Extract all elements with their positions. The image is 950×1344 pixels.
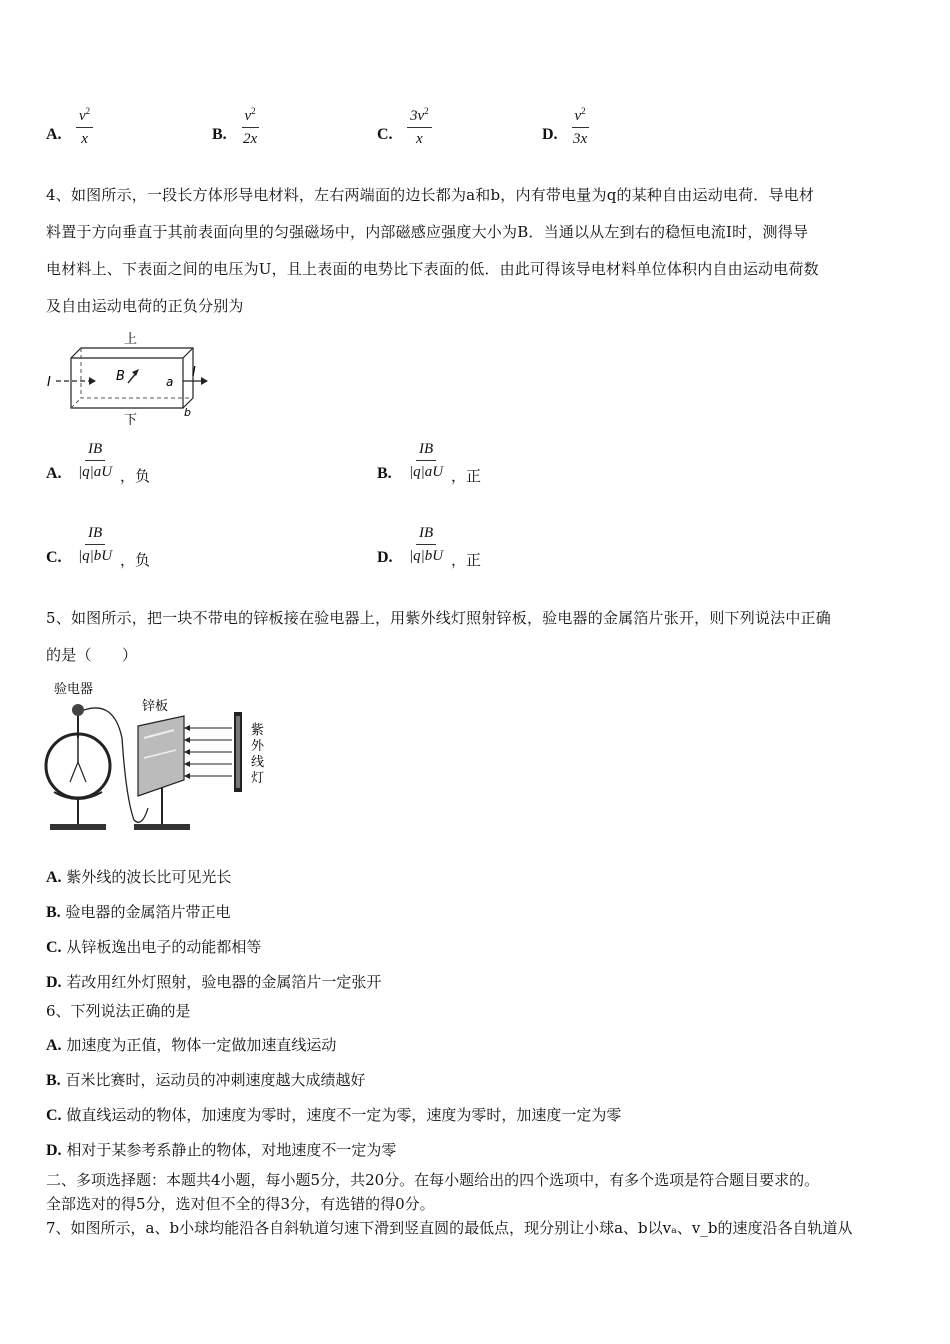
q5-stem <box>46 600 831 674</box>
charge-sign: ，正 <box>451 467 482 485</box>
option-label: C. <box>377 126 393 143</box>
q6 <box>46 994 621 1168</box>
option-label: B. <box>377 465 392 482</box>
q4-figure-conductor <box>44 328 224 428</box>
option-label: B. <box>212 126 227 143</box>
label-edge-a: a <box>166 375 174 389</box>
label-edge-b: b <box>184 406 191 419</box>
fraction: $\frac{IB}{|q|bU}$ <box>409 525 444 564</box>
fraction: $\frac{v^2}{3x}$ <box>570 102 590 148</box>
label-electroscope: 验电器 <box>54 682 94 697</box>
q4-line: 料置于方向垂直于其前表面向里的匀强磁场中，内部磁感应强度大小为B．当通以从左到右的稳恒电流I时，测得导 <box>46 223 809 241</box>
section-header-multiple-choice <box>46 1168 819 1216</box>
q7-stem: 7、如图所示，a、b小球均能沿各自斜轨道匀速下滑到竖直圆的最低点，现分别让小球a、b以vₐ、v_b的速度沿各自轨道从 <box>46 1219 853 1237</box>
label-current-in: I <box>47 375 51 390</box>
q5-option-c[interactable]: C. 从锌板逸出电子的动能都相等 <box>46 938 262 956</box>
fraction: $\frac{IB}{|q|bU}$ <box>78 525 113 564</box>
q3-options <box>46 102 906 154</box>
option-label: D. <box>542 126 558 143</box>
q5-line: 5、如图所示，把一块不带电的锌板接在验电器上，用紫外线灯照射锌板，验电器的金属箔片张开，则下列说法中正确 <box>46 609 831 627</box>
q5-options <box>46 860 381 1000</box>
charge-sign: ，正 <box>451 551 482 569</box>
charge-sign: ，负 <box>120 467 151 485</box>
label-lamp-char: 线 <box>251 755 265 770</box>
option-label: C. <box>46 549 62 566</box>
fraction: $\frac{3v^2}{x}$ <box>407 102 432 148</box>
q4-line: 及自由运动电荷的正负分别为 <box>46 297 244 315</box>
label-lamp-char: 紫 <box>251 723 265 738</box>
label-top: 上 <box>124 332 138 347</box>
label-current-out: I <box>192 365 196 380</box>
q4-stem <box>46 177 819 325</box>
q6-option-a[interactable]: A. 加速度为正值，物体一定做加速直线运动 <box>46 1036 337 1054</box>
q5-option-a[interactable]: A. 紫外线的波长比可见光长 <box>46 868 232 886</box>
label-zinc-plate: 锌板 <box>142 699 169 714</box>
label-bottom: 下 <box>124 413 138 428</box>
q6-option-b[interactable]: B. 百米比赛时，运动员的冲刺速度越大成绩越好 <box>46 1071 366 1089</box>
option-label: D. <box>377 549 393 566</box>
q4-options <box>46 440 906 580</box>
q4-line: 电材料上、下表面之间的电压为U，且上表面的电势比下表面的低．由此可得该导电材料单位体积内自由运动电荷数 <box>46 260 819 278</box>
q5-option-d[interactable]: D. 若改用红外灯照射，验电器的金属箔片一定张开 <box>46 973 382 991</box>
q4-line: 4、如图所示，一段长方体形导电材料，左右两端面的边长都为a和b，内有带电量为q的某种自由运动电荷．导电材 <box>46 186 815 204</box>
option-label: A. <box>46 126 62 143</box>
section-instruction-line: 全部选对的得5分，选对但不全的得3分，有选错的得0分。 <box>46 1195 435 1213</box>
q5-option-b[interactable]: B. 验电器的金属箔片带正电 <box>46 903 231 921</box>
fraction: $\frac{v^2}{x}$ <box>76 102 93 148</box>
q5-figure-electroscope <box>44 678 274 836</box>
q6-stem: 6、下列说法正确的是 <box>46 1002 191 1020</box>
fraction: $\frac{IB}{|q|aU}$ <box>409 441 444 480</box>
q5-line: 的是（ ） <box>46 646 138 664</box>
charge-sign: ，负 <box>120 551 151 569</box>
fraction: $\frac{IB}{|q|aU}$ <box>78 441 113 480</box>
label-lamp-char: 灯 <box>251 771 265 786</box>
label-lamp-char: 外 <box>251 739 265 754</box>
option-label: A. <box>46 465 62 482</box>
fraction: $\frac{v^2}{2x}$ <box>240 102 260 148</box>
q6-option-d[interactable]: D. 相对于某参考系静止的物体，对地速度不一定为零 <box>46 1141 397 1159</box>
label-field: B <box>116 369 125 384</box>
section-instruction-line: 二、多项选择题：本题共4小题，每小题5分，共20分。在每小题给出的四个选项中，有多个选项是符合题目要求的。 <box>46 1171 820 1189</box>
q6-option-c[interactable]: C. 做直线运动的物体，加速度为零时，速度不一定为零，速度为零时，加速度一定为零 <box>46 1106 622 1124</box>
